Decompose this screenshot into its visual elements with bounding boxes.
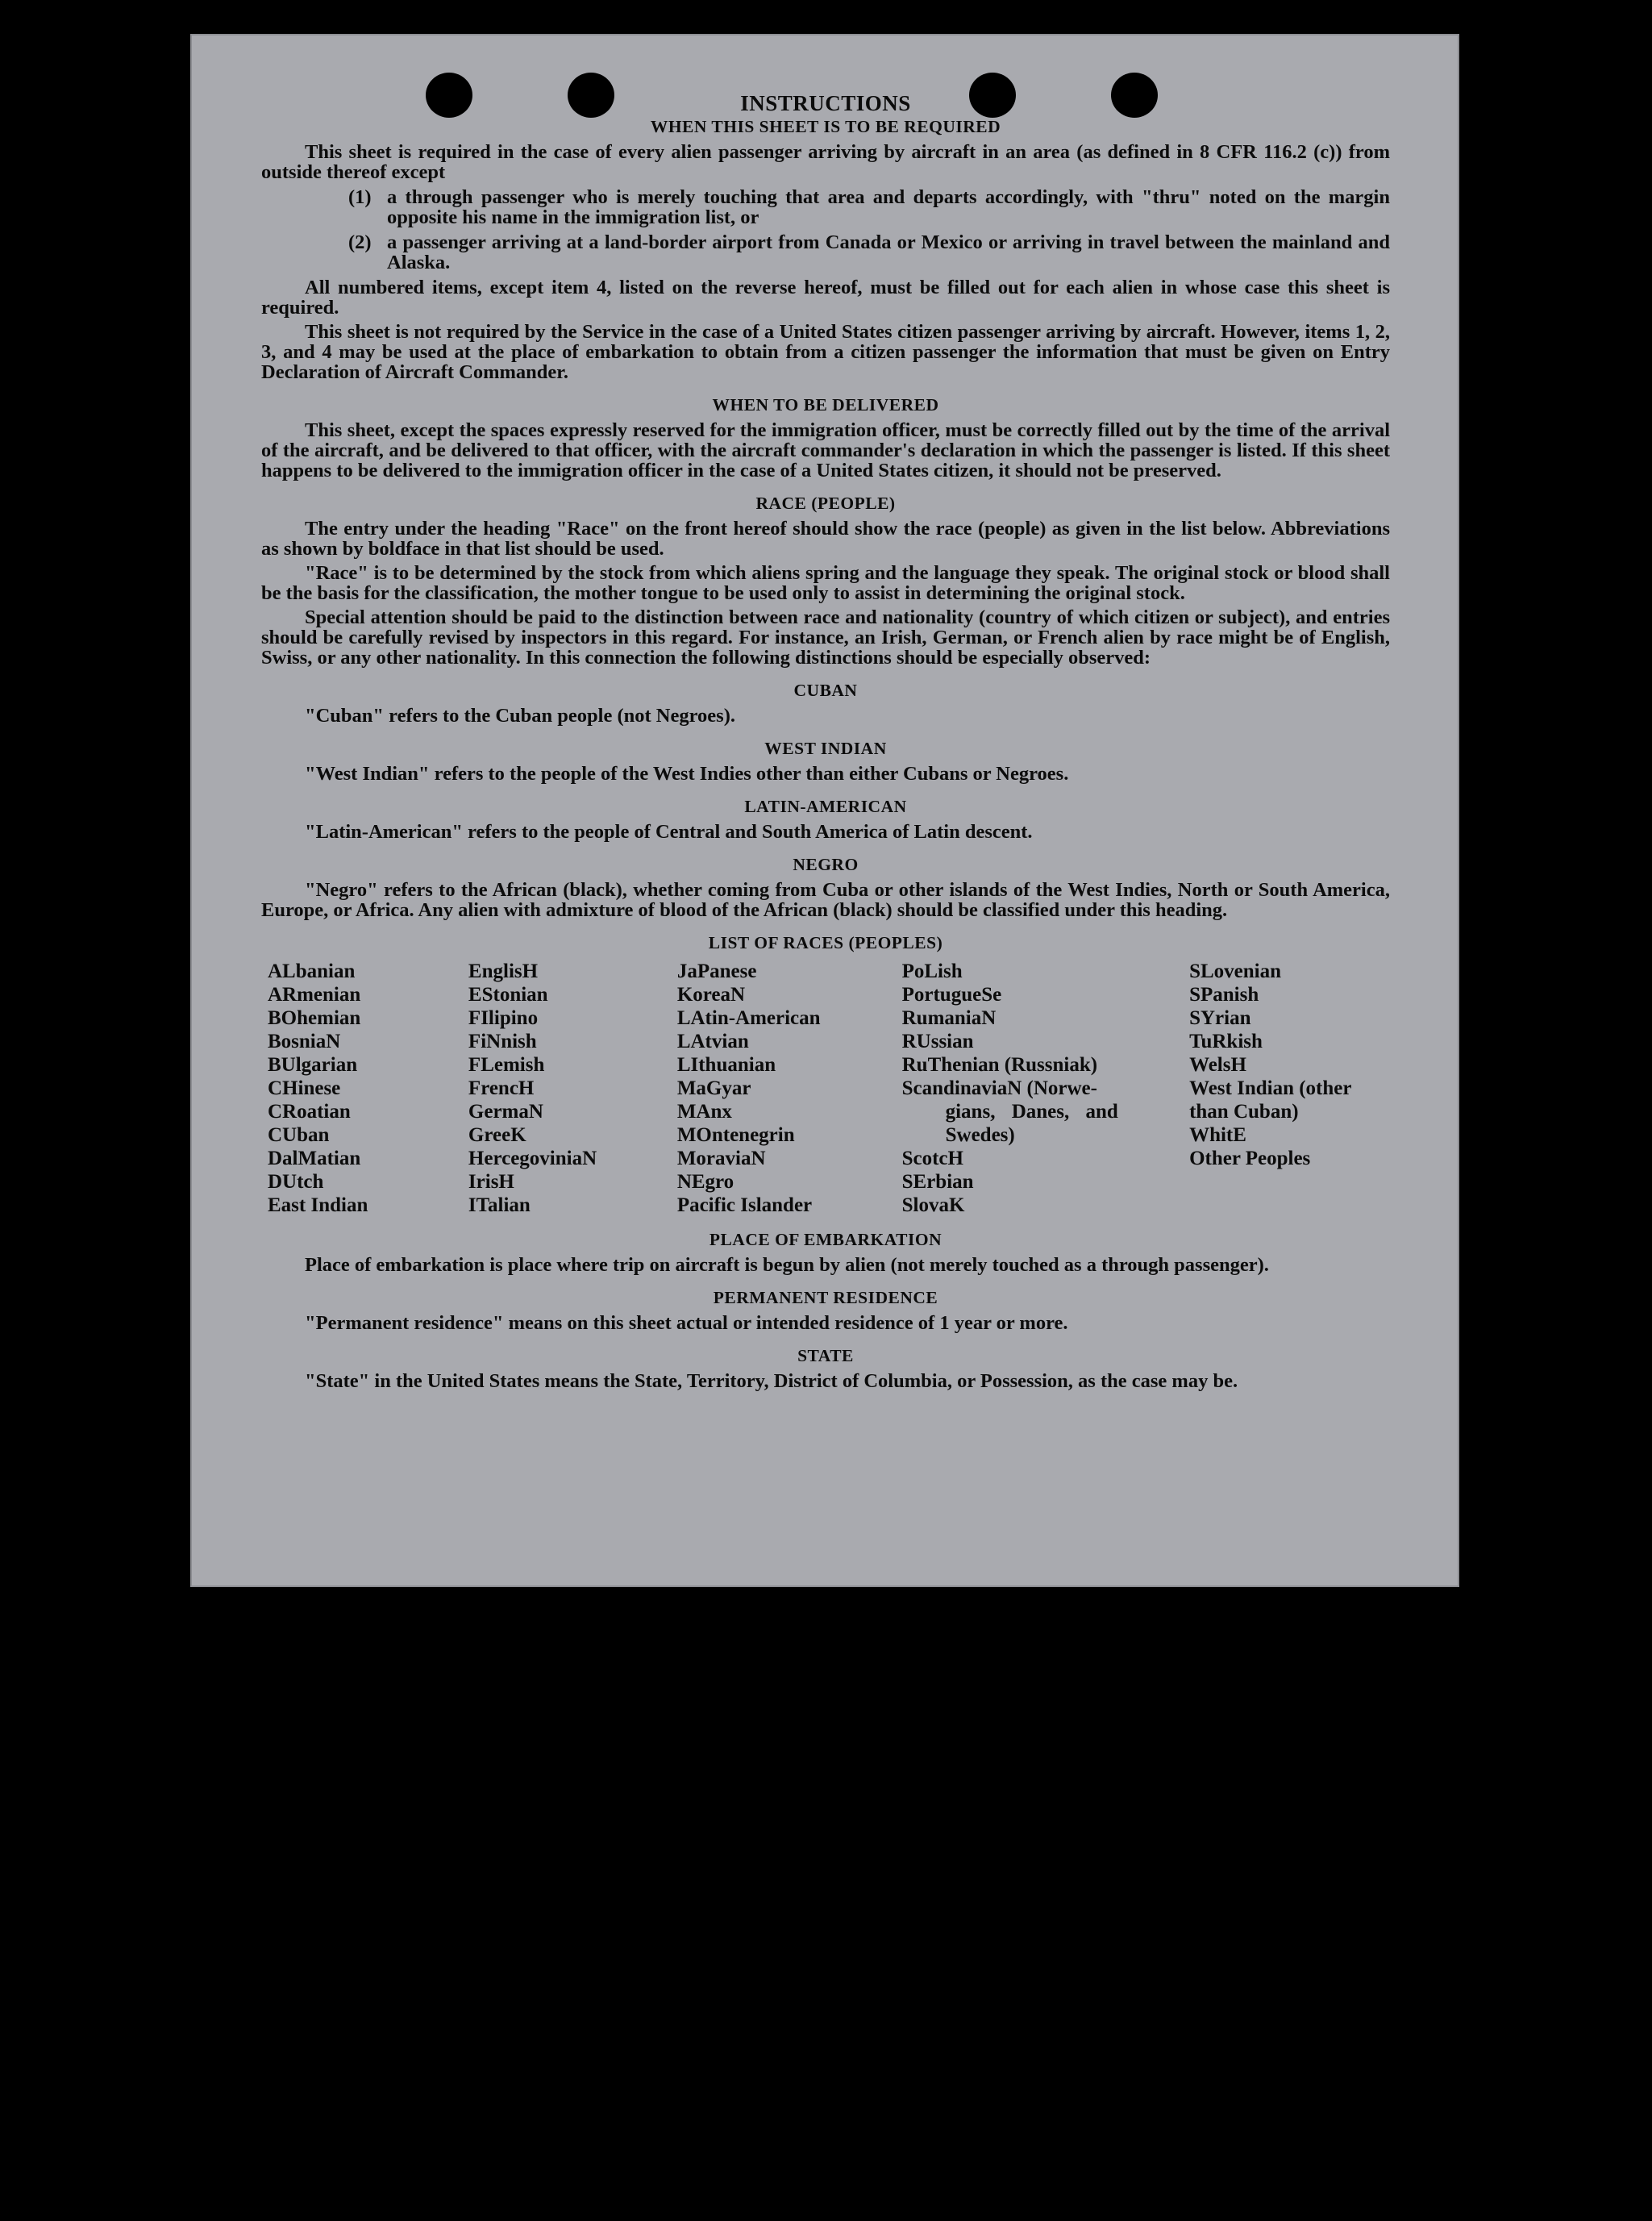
race-entry: ALbanian — [268, 960, 356, 982]
section-heading: CUBAN — [793, 681, 858, 700]
paragraph: Place of embarkation is place where trip on aircraft is begun by alien (not merely touched as a through passenger). — [305, 1254, 1269, 1276]
race-entry: CUban — [268, 1124, 330, 1146]
item-number: (2) — [348, 231, 372, 253]
race-entry: than Cuban) — [1189, 1101, 1299, 1123]
paragraph: This sheet is required in the case of every alien passenger arriving by aircraft in an area (as defined in 8 CFR 116.2 (c)) from outside thereof except — [261, 141, 1390, 183]
race-entry: HercegoviniaN — [468, 1148, 597, 1169]
race-entry: SErbian — [901, 1171, 974, 1193]
race-entry: GreeK — [468, 1124, 526, 1146]
paragraph: This sheet is not required by the Service in the case of a United States citizen passenger arriving by aircraft. However, items 1, 2, 3, and 4 may be used at the place of embarkation to obtain from a citizen passenger the information that must be given on Entry Declaration of Aircraft Commander. — [261, 321, 1390, 383]
race-entry: LAtin-American — [676, 1007, 821, 1029]
race-entry: MaGyar — [676, 1077, 751, 1099]
paragraph: All numbered items, except item 4, listed on the reverse hereof, must be filled out for each alien in whose case this sheet is required. — [261, 277, 1390, 319]
section-heading: PLACE OF EMBARKATION — [709, 1230, 943, 1249]
item-text: a passenger arriving at a land-border airport from Canada or Mexico or arriving in travel between the mainland and Alaska. — [387, 231, 1390, 273]
paragraph: "Negro" refers to the African (black), whether coming from Cuba or other islands of the West Indies, North or South America, Europe, or Africa. Any alien with admixture of blood of the African (black) should be classified under this heading. — [261, 879, 1390, 921]
race-entry: CHinese — [268, 1077, 341, 1099]
race-entry: Swedes) — [945, 1124, 1015, 1146]
race-entry: LIthuanian — [676, 1054, 776, 1076]
race-entry: CRoatian — [268, 1101, 351, 1123]
race-entry: ARmenian — [268, 984, 361, 1006]
page-title: INSTRUCTIONS — [740, 91, 911, 115]
races-column — [677, 960, 902, 1217]
paragraph: "West Indian" refers to the people of the West Indies other than either Cubans or Negroes. — [305, 763, 1069, 785]
section-heading: WHEN TO BE DELIVERED — [712, 395, 939, 415]
paragraph: Special attention should be paid to the distinction between race and nationality (country of which citizen or subject), and entries should be carefully revised by inspectors in this regard. For instance, an Irish, German, or French alien by race might be of English, Swiss, or any other nationality. In this connection the following distinctions should be especially observed: — [261, 606, 1390, 669]
race-entry: JaPanese — [676, 960, 757, 982]
item-number: (1) — [348, 186, 372, 208]
race-entry: Pacific Islander — [676, 1194, 813, 1216]
race-entry: FrencH — [468, 1077, 535, 1099]
item-text: a through passenger who is merely touching that area and departs accordingly, with "thru" noted on the margin opposite his name in the immigration list, or — [387, 186, 1390, 228]
list-item — [348, 187, 1390, 227]
race-entry: BOhemian — [268, 1007, 361, 1029]
races-column — [1189, 960, 1390, 1217]
section-heading: LATIN-AMERICAN — [744, 797, 907, 816]
section-heading: WEST INDIAN — [764, 739, 887, 758]
paragraph: The entry under the heading "Race" on the front hereof should show the race (people) as given in the list below. Abbreviations as shown by boldface in that list should be used. — [261, 518, 1390, 560]
race-entry: East Indian — [268, 1194, 368, 1216]
paragraph: "Cuban" refers to the Cuban people (not Negroes). — [305, 705, 735, 727]
race-entry: SYrian — [1189, 1007, 1251, 1029]
section-heading: WHEN THIS SHEET IS TO BE REQUIRED — [650, 117, 1001, 136]
race-entry: LAtvian — [676, 1031, 749, 1052]
race-entry: DalMatian — [268, 1148, 361, 1169]
races-column — [268, 960, 468, 1217]
race-entry: BosniaN — [268, 1031, 341, 1052]
section-heading: LIST OF RACES (PEOPLES) — [708, 933, 943, 952]
race-entry: WelsH — [1189, 1054, 1246, 1076]
race-entry: FLemish — [468, 1054, 545, 1076]
race-entry: gians, Danes, and — [945, 1101, 1118, 1123]
races-column — [468, 960, 677, 1217]
race-entry: ScandinaviaN (Norwe- — [901, 1077, 1097, 1099]
race-entry: West Indian (other — [1189, 1077, 1352, 1099]
race-entry: SlovaK — [901, 1194, 965, 1216]
list-item — [348, 232, 1390, 273]
race-entry: ITalian — [468, 1194, 531, 1216]
race-entry: EStonian — [468, 984, 548, 1006]
race-entry: WhitE — [1189, 1124, 1246, 1146]
section-heading: RACE (PEOPLE) — [755, 494, 896, 513]
race-entry: MoraviaN — [676, 1148, 766, 1169]
race-entry: IrisH — [468, 1171, 514, 1193]
race-entry: NEgro — [676, 1171, 734, 1193]
race-entry: MOntenegrin — [676, 1124, 795, 1146]
race-entry: FiNnish — [468, 1031, 537, 1052]
race-entry: EnglisH — [468, 960, 539, 982]
paragraph: "Latin-American" refers to the people of Central and South America of Latin descent. — [305, 821, 1033, 843]
race-entry: PoLish — [901, 960, 963, 982]
race-entry: SPanish — [1189, 984, 1259, 1006]
document-sheet — [190, 34, 1459, 1587]
race-entry: Other Peoples — [1189, 1148, 1311, 1169]
race-entry: SLovenian — [1189, 960, 1282, 982]
race-entry: RUssian — [901, 1031, 974, 1052]
race-entry: FIlipino — [468, 1007, 539, 1029]
race-entry: ScotcH — [901, 1148, 963, 1169]
section-heading: PERMANENT RESIDENCE — [713, 1288, 938, 1307]
race-entry: KoreaN — [676, 984, 746, 1006]
paragraph: "State" in the United States means the State, Territory, District of Columbia, or Possession, as the case may be. — [305, 1370, 1238, 1392]
paragraph: This sheet, except the spaces expressly reserved for the immigration officer, must be correctly filled out by the time of the arrival of the aircraft, and be delivered to that officer, with the aircraft commander's declaration in which the passenger is listed. If this sheet happens to be delivered to the immigration officer in the case of a United States citizen, it should not be preserved. — [261, 419, 1390, 481]
paragraph: "Race" is to be determined by the stock from which aliens spring and the language they speak. The original stock or blood shall be the basis for the classification, the mother tongue to be used only to assist in determining the original stock. — [261, 562, 1390, 604]
races-column — [902, 960, 1189, 1217]
section-heading: STATE — [797, 1346, 854, 1365]
races-list — [268, 960, 1390, 1217]
section-heading: NEGRO — [793, 855, 859, 874]
race-entry: RuThenian (Russniak) — [901, 1054, 1098, 1076]
race-entry: PortugueSe — [901, 984, 1002, 1006]
race-entry: GermaN — [468, 1101, 543, 1123]
paragraph: "Permanent residence" means on this sheet actual or intended residence of 1 year or more. — [305, 1312, 1068, 1334]
race-entry: BUlgarian — [268, 1054, 358, 1076]
race-entry: TuRkish — [1189, 1031, 1263, 1052]
race-entry: RumaniaN — [901, 1007, 997, 1029]
instructions-content — [261, 90, 1390, 1395]
race-entry: MAnx — [676, 1101, 732, 1123]
race-entry: DUtch — [268, 1171, 324, 1193]
